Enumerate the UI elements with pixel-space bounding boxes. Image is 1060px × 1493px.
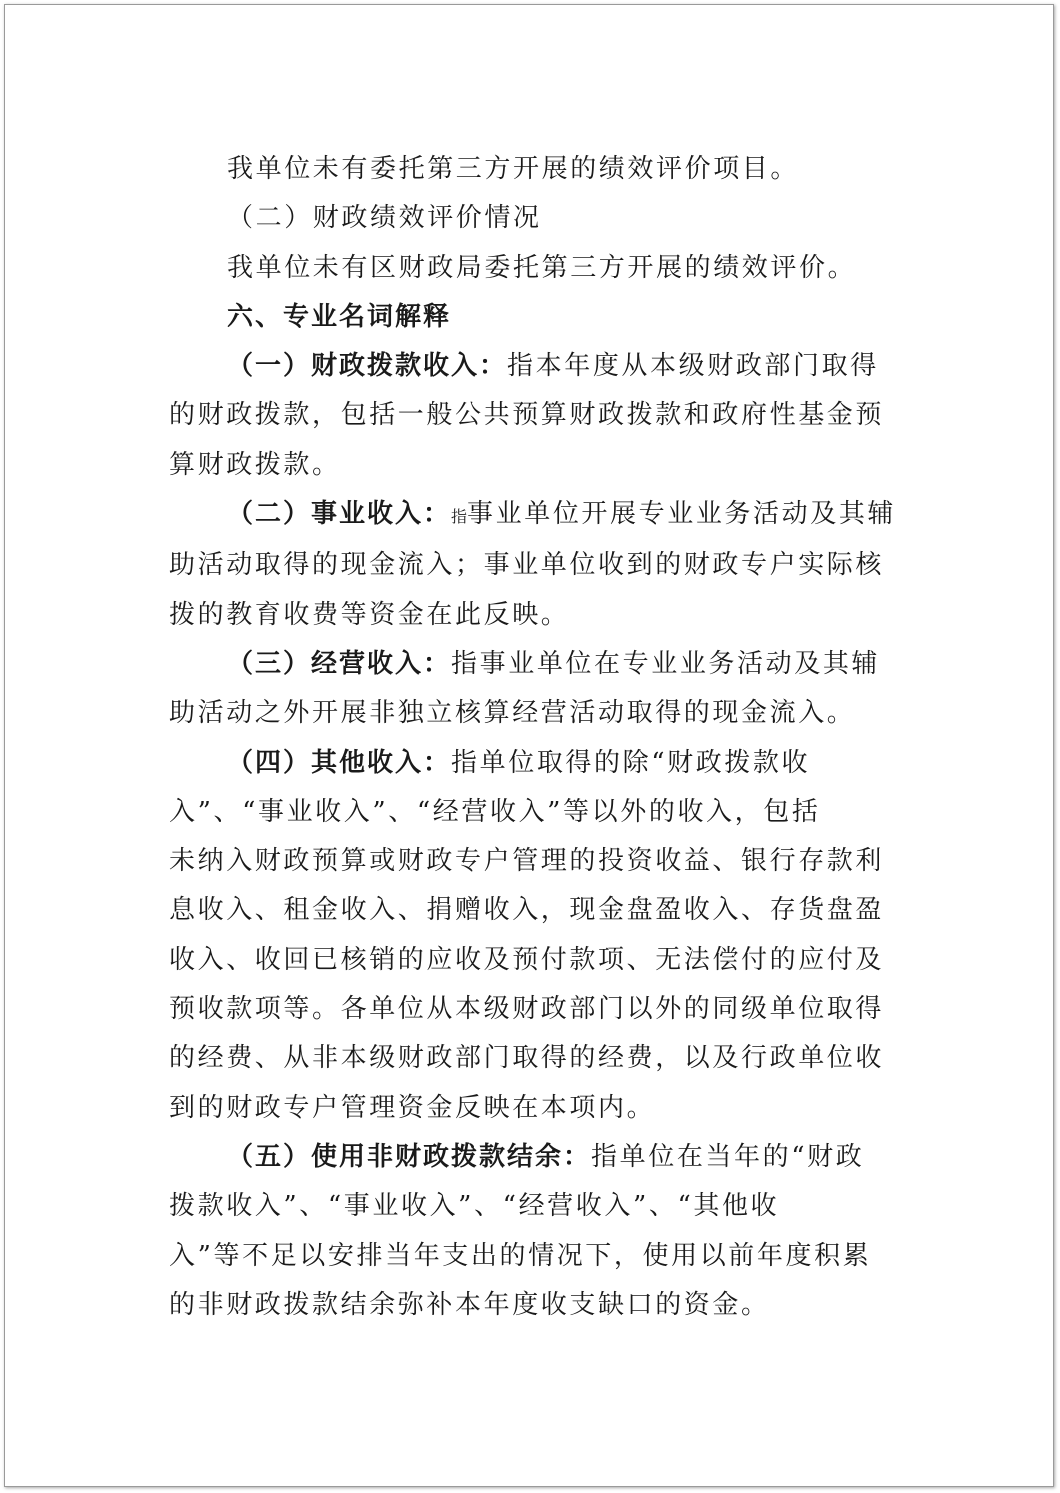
text-line: [169, 739, 899, 788]
term-label: （三）经营收入：: [227, 648, 452, 679]
text-line: 入”、“事业收入”、“经营收入”等以外的收入，包括: [169, 796, 821, 827]
text-line: 到的财政专户管理资金反映在本项内。: [169, 1092, 656, 1123]
paragraph-non-fiscal-surplus: [169, 1133, 899, 1330]
term-definition-start: 指本年度从本级财政部门取得: [507, 351, 879, 382]
term-definition-small-char: 指: [451, 507, 468, 527]
text-line: 未纳入财政预算或财政专户管理的投资收益、银行存款利: [169, 846, 885, 877]
term-definition-start: 指单位取得的除“财政拨款收: [451, 747, 811, 778]
text-line: [169, 1133, 899, 1182]
section-heading: 六、专业名词解释: [227, 301, 452, 332]
text-line: 的经费、从非本级财政部门取得的经费，以及行政单位收: [169, 1043, 885, 1074]
text-line: [169, 342, 899, 391]
paragraph-fiscal-appropriation-income: [169, 342, 899, 490]
text-line: 的财政拨款，包括一般公共预算财政拨款和政府性基金预: [169, 400, 885, 431]
document-body: [169, 145, 899, 1330]
text-line: 我单位未有区财政局委托第三方开展的绩效评价。: [227, 252, 857, 283]
text-line: [169, 490, 899, 541]
heading-terminology: [169, 293, 899, 342]
text-line: 算财政拨款。: [169, 449, 341, 480]
section-heading: （二）财政绩效评价情况: [227, 203, 542, 234]
text-line: 拨的教育收费等资金在此反映。: [169, 599, 570, 630]
text-line: [169, 640, 899, 689]
heading-fiscal-performance-evaluation: [169, 194, 899, 243]
term-label: （四）其他收入：: [227, 747, 452, 778]
text-line: 预收款项等。各单位从本级财政部门以外的同级单位取得: [169, 994, 885, 1025]
paragraph-no-district-finance-evaluation: [169, 244, 899, 293]
term-label: （五）使用非财政拨款结余：: [227, 1141, 592, 1172]
text-line: 收入、收回已核销的应收及预付款项、无法偿付的应付及: [169, 944, 885, 975]
text-line: 息收入、租金收入、捐赠收入，现金盘盈收入、存货盘盈: [169, 895, 885, 926]
term-definition-start: 指单位在当年的“财政: [591, 1141, 865, 1172]
term-label: （一）财政拨款收入：: [227, 351, 508, 382]
paragraph-other-income: [169, 739, 899, 1133]
text-line: 的非财政拨款结余弥补本年度收支缺口的资金。: [169, 1289, 770, 1320]
text-line: 入”等不足以安排当年支出的情况下，使用以前年度积累: [169, 1240, 872, 1271]
document-page: [4, 4, 1054, 1487]
term-label: （二）事业收入：: [227, 499, 452, 530]
term-definition-start: 事业单位开展专业业务活动及其辅: [467, 499, 897, 530]
text-line: 助活动之外开展非独立核算经营活动取得的现金流入。: [169, 698, 856, 729]
paragraph-business-income: [169, 490, 899, 640]
paragraph-no-third-party-evaluation: [169, 145, 899, 194]
term-definition-start: 指事业单位在专业业务活动及其辅: [451, 648, 881, 679]
paragraph-operating-income: [169, 640, 899, 739]
text-line: 拨款收入”、“事业收入”、“经营收入”、“其他收: [169, 1191, 780, 1222]
text-line: 我单位未有委托第三方开展的绩效评价项目。: [227, 154, 800, 184]
text-line: 助活动取得的现金流入；事业单位收到的财政专户实际核: [169, 550, 885, 581]
